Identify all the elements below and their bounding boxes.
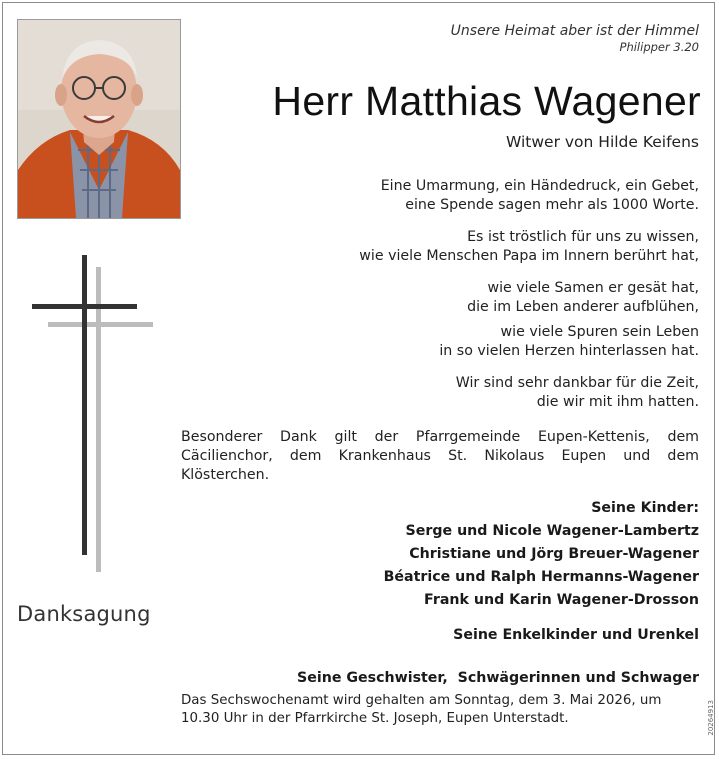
poem-stanza xyxy=(219,374,699,412)
special-thanks: Besonderer Dank gilt der Pfarrgemeinde Eupen-Kettenis, dem Cäcilienchor, dem Krankenhaus St. Nikolaus Eupen und dem Klösterchen. xyxy=(181,429,699,483)
child-family: Serge und Nicole Wagener-Lambertz xyxy=(405,523,699,539)
poem-line: Eine Umarmung, ein Händedruck, ein Gebet, xyxy=(380,178,699,194)
poem xyxy=(219,177,699,425)
poem-line: eine Spende sagen mehr als 1000 Worte. xyxy=(405,197,699,213)
danksagung-title: Danksagung xyxy=(17,602,151,626)
grandchildren-line: Seine Enkelkinder und Urenkel xyxy=(453,627,699,643)
portrait-photo xyxy=(17,19,181,219)
child-family: Béatrice und Ralph Hermanns-Wagener xyxy=(383,569,699,585)
poem-line: die im Leben anderer aufblühen, xyxy=(467,299,699,315)
portrait-image xyxy=(18,20,180,218)
poem-line: die wir mit ihm hatten. xyxy=(536,394,699,410)
poem-stanza xyxy=(219,177,699,215)
poem-line: Es ist tröstlich für uns zu wissen, xyxy=(467,229,699,245)
poem-line: wie viele Samen er gesät hat, xyxy=(487,280,699,296)
poem-line: Wir sind sehr dankbar für die Zeit, xyxy=(455,375,699,391)
siblings-line: Seine Geschwister, Schwägerinnen und Schwager xyxy=(297,670,699,686)
poem-line: wie viele Spuren sein Leben xyxy=(500,324,699,340)
motto-reference: Philipper 3.20 xyxy=(619,40,699,54)
family-list xyxy=(297,497,699,690)
cross-icon xyxy=(30,255,155,575)
child-family: Frank und Karin Wagener-Drosson xyxy=(424,592,699,608)
child-family: Christiane und Jörg Breuer-Wagener xyxy=(409,546,699,562)
children-heading: Seine Kinder: xyxy=(591,500,699,516)
poem-line: in so vielen Herzen hinterlassen hat. xyxy=(439,343,699,359)
service-notice: Das Sechswochenamt wird gehalten am Sonntag, dem 3. Mai 2026, um 10.30 Uhr in der Pfarrkirche St. Joseph, Eupen Unterstadt. xyxy=(181,693,662,726)
deceased-name: Herr Matthias Wagener xyxy=(272,78,701,124)
poem-line: wie viele Menschen Papa im Innern berührt hat, xyxy=(359,248,699,264)
poem-stanza xyxy=(219,228,699,266)
notice-code: 20264913 xyxy=(707,700,715,736)
motto-verse: Unsere Heimat aber ist der Himmel xyxy=(450,23,699,39)
widower-line: Witwer von Hilde Keifens xyxy=(506,133,699,151)
poem-stanza xyxy=(219,323,699,361)
motto xyxy=(451,22,699,55)
poem-stanza xyxy=(219,279,699,317)
